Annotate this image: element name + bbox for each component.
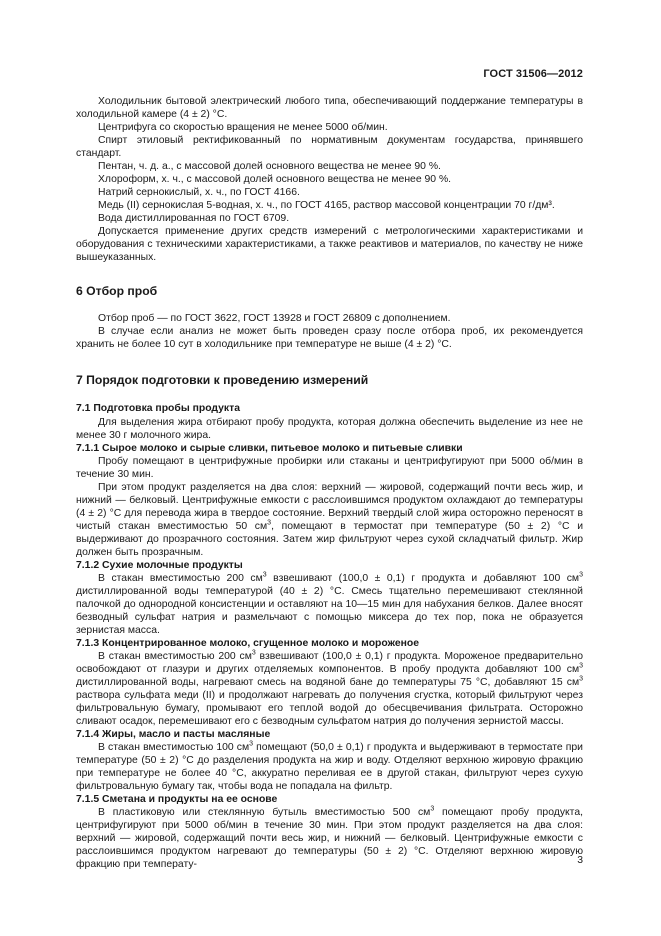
paragraph: Допускается применение других средств измерений с метрологическими характеристиками и оборудования с техническими характеристиками, а также реактивов и материалов, по качеству не ниже вышеуказанных. (76, 226, 583, 263)
paragraph: Отбор проб — по ГОСТ 3622, ГОСТ 13928 и ГОСТ 26809 с дополнением. (98, 313, 451, 324)
paragraph: В стакан вместимостью 100 $см^3$ помещают (50,0 ± 0,1) г продукта и выдерживают в термостате при температуре (50 ± 2) °С до разделения продукта на жир и воду. Отделяют верхнюю жировую фракцию при температуре не более 40 °С, аккуратно переливая ее в другой стакан, фильтруют через сухую фильтровальную бумагу так, чтобы вода не попадала на фильтр. (76, 740, 583, 792)
paragraph: В стакан вместимостью 200 $см^3$ взвешивают (100,0 ± 0,1) г продукта и добавляют 100 $см^3$ дистиллированной воды температурой (40 ± 2) °С. Смесь тщательно перемешивают стеклянной палочкой до однородной консистенции и оставляют на 10—15 мин для набухания белков. Далее вносят безводный сульфат натрия и размельчают с помощью миксера до тех пор, пока не образуется зернистая масса. (76, 571, 583, 636)
paragraph: Холодильник бытовой электрический любого типа, обеспечивающий поддержание температуры в холодильной камере (4 ± 2) °С. (76, 96, 583, 120)
paragraph: Натрий сернокислый, х. ч., по ГОСТ 4166. (98, 187, 300, 198)
subsection-7-1-2-heading: 7.1.2 Сухие молочные продукты (76, 560, 243, 571)
paragraph: В пластиковую или стеклянную бутыль вместимостью 500 $см^3$ помещают пробу продукта, центрифугируют при 5000 об/мин в течение 30 мин. При этом продукт разделяется на два слоя: верхний — жировой, содержащий почти весь жир, и нижний — белковый. Центрифужные емкости с расслоившимся продуктом нагревают до температуры (50 ± 2) °С. Отделяют верхнюю жировую фракцию при температу- (76, 805, 583, 870)
page-number: 3 (577, 855, 583, 866)
subsection-7-1-4-heading: 7.1.4 Жиры, масло и пасты масляные (76, 729, 271, 740)
paragraph: В стакан вместимостью 200 $см^3$ взвешивают (100,0 ± 0,1) г продукта. Мороженое предварительно освобождают от глазури и других отделяемых компонентов. В пробу продукта добавляют 100 $см^3$ дистиллированной воды, нагревают смесь на водяной бане до температуры 75 °С, добавляют 15 $см^3$ раствора сульфата меди (II) и продолжают нагревать до получения сгустка, который фильтруют через фильтровальную бумагу, промывают его теплой водой до обесцвечивания фильтрата. Осторожно сливают осадок, перемешивают его с безводным сульфатом натрия до получения зернистой массы. (76, 649, 583, 727)
section-7-heading: 7 Порядок подготовки к проведению измерений (76, 373, 369, 387)
paragraph: Пробу помещают в центрифужные пробирки или стаканы и центрифугируют при 5000 об/мин в течение 30 мин. (76, 456, 583, 480)
document-code: ГОСТ 31506—2012 (483, 68, 583, 80)
paragraph: Вода дистиллированная по ГОСТ 6709. (98, 213, 290, 224)
section-6-heading: 6 Отбор проб (76, 284, 158, 298)
paragraph: Пентан, ч. д. а., с массовой долей основного вещества не менее 90 %. (98, 161, 441, 172)
subsection-7-1-3-heading: 7.1.3 Концентрированное молоко, сгущенное молоко и мороженое (76, 638, 420, 649)
paragraph: При этом продукт разделяется на два слоя: верхний — жировой, содержащий почти весь жир, и нижний — белковый. Центрифужные емкости с расслоившимся продуктом охлаждают до температуры (4 ± 2) °С для перевода жира в твердое состояние. Верхний твердый слой жира осторожно переносят в чистый стакан вместимостью 50 $см^3$, помещают в термостат при температуре (50 ± 2) °С и выдерживают до прозрачного состояния. Затем жир фильтруют через сухой складчатый фильтр. Жир должен быть прозрачным. (76, 482, 583, 558)
paragraph: Хлороформ, х. ч., с массовой долей основного вещества не менее 90 %. (98, 174, 452, 185)
subsection-7-1-heading: 7.1 Подготовка пробы продукта (76, 403, 240, 414)
paragraph: Центрифуга со скоростью вращения не менее 5000 об/мин. (98, 122, 388, 133)
page-content (76, 95, 583, 871)
paragraph: Спирт этиловый ректификованный по нормативным документам государства, принявшего стандарт. (76, 135, 583, 159)
subsection-7-1-5-heading: 7.1.5 Сметана и продукты на ее основе (76, 794, 278, 805)
paragraph: Для выделения жира отбирают пробу продукта, которая должна обеспечить выделение из нее не менее 30 г молочного жира. (76, 417, 583, 441)
paragraph: Медь (II) сернокислая 5-водная, х. ч., по ГОСТ 4165, раствор массовой концентрации 70 г/дм³. (98, 200, 555, 211)
paragraph: В случае если анализ не может быть проведен сразу после отбора проб, их рекомендуется хранить не более 10 сут в холодильнике при температуре не выше (4 ± 2) °С. (76, 326, 583, 350)
subsection-7-1-1-heading: 7.1.1 Сырое молоко и сырые сливки, питьевое молоко и питьевые сливки (76, 443, 463, 454)
